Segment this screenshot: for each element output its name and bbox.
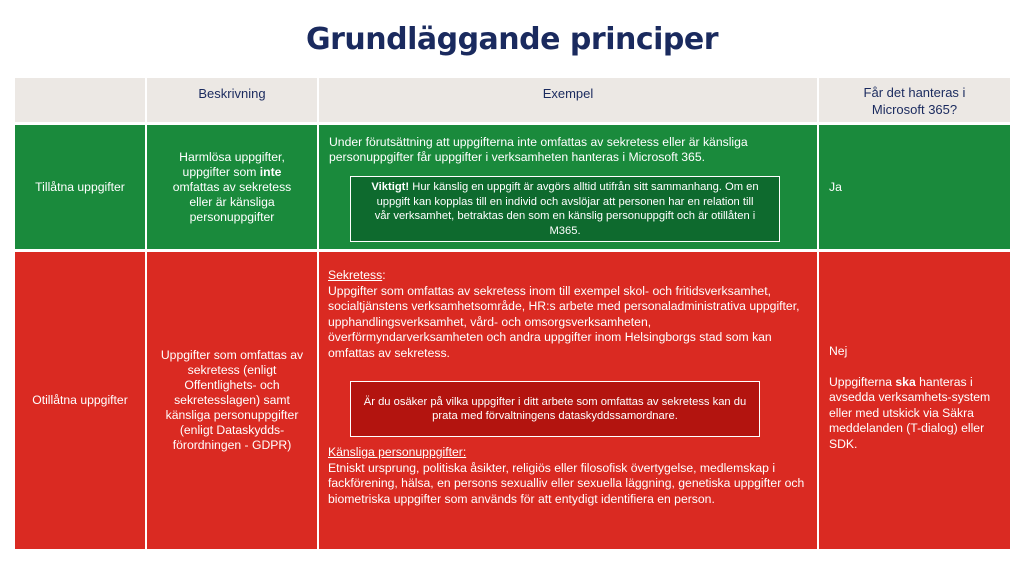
allowed-note-bold: Viktigt!	[371, 181, 410, 193]
allowed-description: Harmlösa uppgifter, uppgifter som inte omfattas av sekretess eller är känsliga personuppgifter	[172, 149, 292, 224]
forbidden-note-box	[350, 381, 760, 437]
forbidden-instruction: Uppgifterna ska hanteras i avsedda verksamhets-system eller med utskick via Säkra meddelanden (T-dialog) eller SDK.	[829, 374, 991, 451]
forbidden-answer-cell	[819, 252, 1010, 549]
page-title: Grundläggande principer	[305, 22, 719, 57]
allowed-answer-cell	[819, 125, 1010, 249]
header-example-label: Exempel	[542, 86, 594, 101]
allowed-description-cell	[147, 125, 317, 249]
header-description-label: Beskrivning	[198, 86, 266, 101]
forbidden-description: Uppgifter som omfattas av sekretess (enligt Offentlighets- och sekretesslagen) samt känsliga personuppgifter (enligt Dataskydds-förordningen - GDPR)	[160, 348, 304, 452]
allowed-label: Tillåtna uppgifter	[35, 179, 125, 194]
header-allowed-label: Får det hanteras i Microsoft 365?	[863, 85, 966, 117]
allowed-label-cell	[15, 125, 145, 249]
forbidden-answer: Nej	[829, 344, 848, 358]
header-allowed	[819, 78, 1010, 122]
forbidden-label-cell	[15, 252, 145, 549]
forbidden-description-cell	[147, 252, 317, 549]
allowed-example-text: Under förutsättning att uppgifterna inte omfattas av sekretess eller är känsliga personuppgifter får uppgifter i verksamheten hanteras i Microsoft 365.	[329, 135, 748, 164]
sensitive-text: Etniskt ursprung, politiska åsikter, religiös eller filosofisk övertygelse, medlemskap i fackförening, hälsa, en persons sexualliv eller sexuella läggning, genetiska uppgifter och biometriska uppgifter som används för att entydigt identifiera en person.	[328, 460, 805, 506]
forbidden-instruction-bold: ska	[895, 374, 916, 389]
allowed-description-bold: inte	[259, 164, 282, 179]
forbidden-label: Otillåtna uppgifter	[32, 393, 128, 407]
sensitive-heading: Känsliga personuppgifter:	[328, 445, 467, 459]
allowed-note-text: Hur känslig en uppgift är avgörs alltid utifrån sitt sammanhang. Om en uppgift kan kopplas till en individ och avslöjar att personen har en relation till vår verksamhet, betraktas den som en känslig personuppgift och är otillåten i M365.	[374, 181, 759, 237]
forbidden-note-text: Är du osäker på vilka uppgifter i ditt arbete som omfattas av sekretess kan du prata med förvaltningens dataskyddssamordnare.	[363, 395, 747, 422]
header-empty-cell	[15, 78, 145, 122]
header-description	[147, 78, 317, 122]
header-example	[319, 78, 817, 122]
secrecy-heading: Sekretess:	[328, 268, 386, 282]
allowed-note-box	[350, 176, 780, 242]
allowed-answer: Ja	[829, 179, 842, 194]
secrecy-text: Uppgifter som omfattas av sekretess inom till exempel skol- och fritidsverksamhet, socialtjänstens verksamhetsområde, HR:s arbete med personaladministrativa uppgifter, upphandlingsverksamhet, vård- och omsorgsverksamheten, överförmyndarverksamheten och andra uppgifter inom Helsingborgs stad som kan omfattas av sekretess.	[328, 283, 800, 360]
